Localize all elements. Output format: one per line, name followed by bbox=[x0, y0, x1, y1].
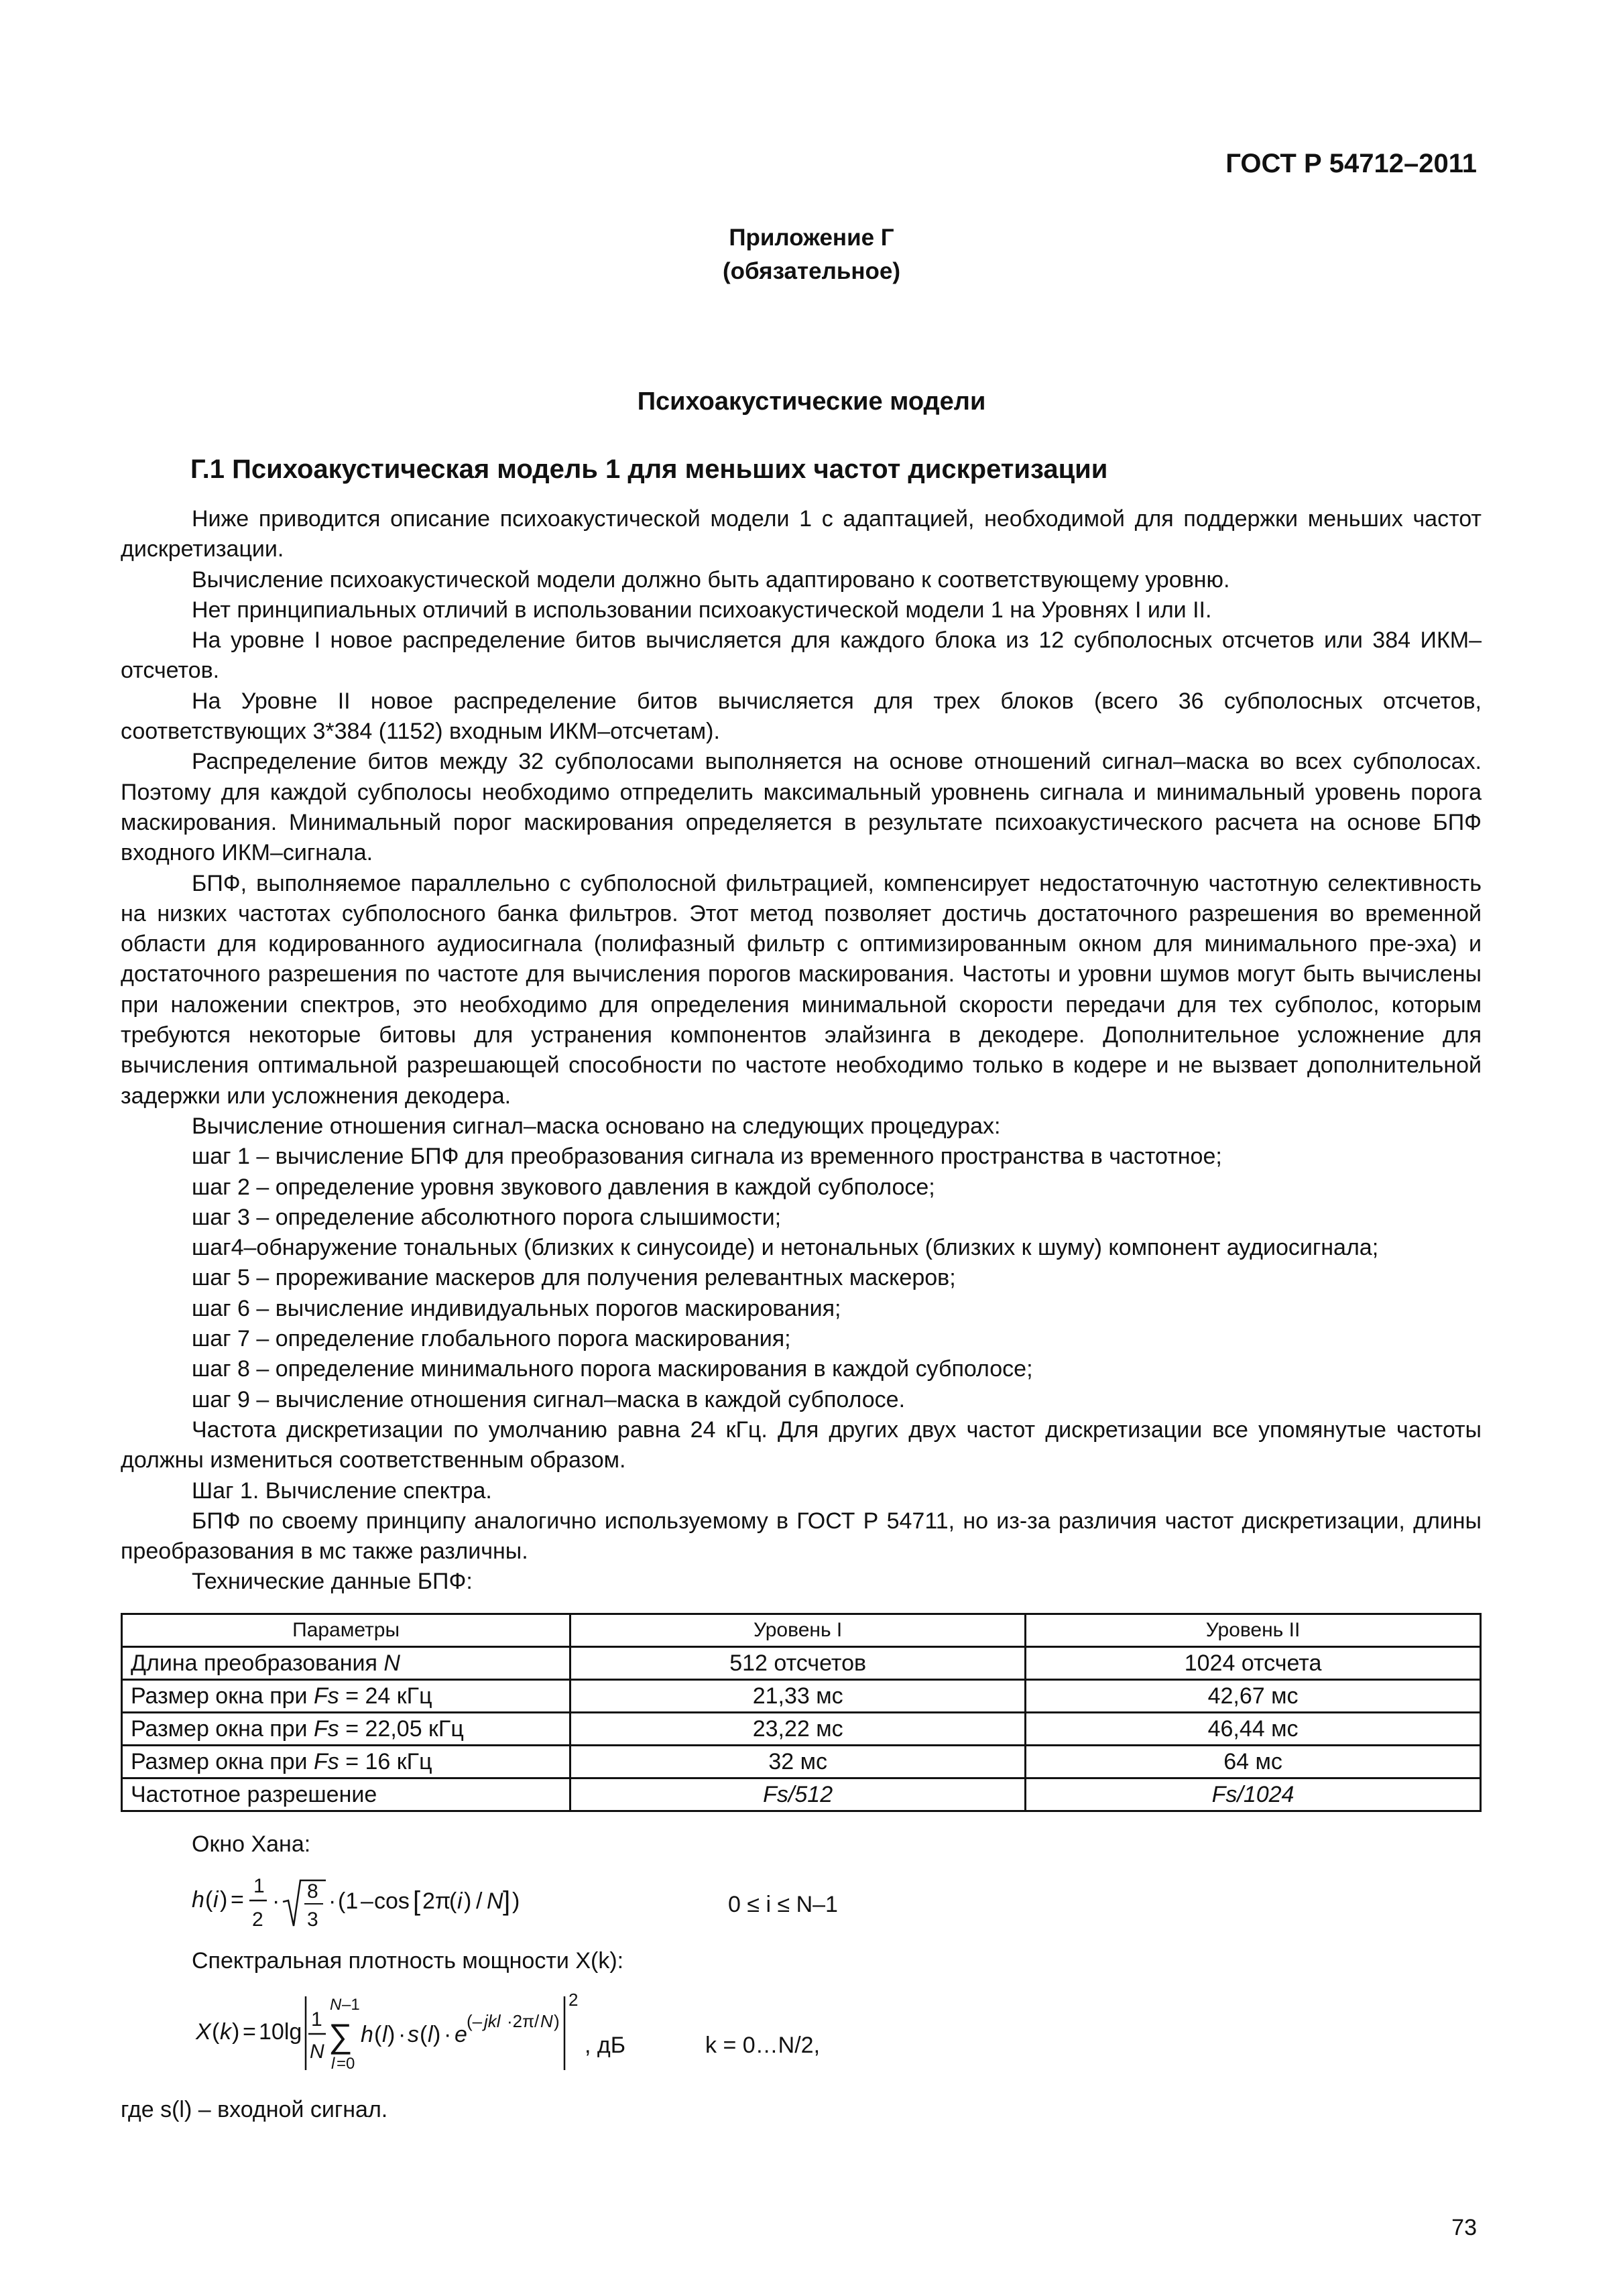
svg-text:·: · bbox=[444, 2022, 452, 2047]
level1-cell: 32 мс bbox=[570, 1746, 1026, 1778]
svg-text:(1: (1 bbox=[338, 1888, 359, 1914]
svg-text:l: l bbox=[428, 2022, 433, 2047]
svg-text:N: N bbox=[310, 2041, 324, 2063]
subsection-title: Г.1 Психоакустическая модель 1 для меньших частот дискретизации bbox=[190, 455, 1108, 484]
svg-text:): ) bbox=[433, 2022, 441, 2047]
svg-text:X: X bbox=[196, 2019, 211, 2045]
svg-text:(: ( bbox=[420, 2022, 428, 2047]
table-row bbox=[122, 1680, 1481, 1713]
svg-text:N: N bbox=[540, 2011, 553, 2031]
svg-text:): ) bbox=[220, 1887, 228, 1913]
step-item: шаг 7 – определение глобального порога маскирования; bbox=[192, 1326, 791, 1352]
svg-text:1: 1 bbox=[311, 2008, 322, 2031]
param-cell: Длина преобразования N bbox=[122, 1647, 570, 1680]
paragraph: На Уровне II новое распределение битов вычисляется для трех блоков (всего 36 субполосных отсчетов, соответствующих 3*384 (1152) входным ИКМ–отсчетам). bbox=[121, 688, 1482, 745]
psd-condition: k = 0…N/2, bbox=[705, 2033, 821, 2058]
svg-text:8: 8 bbox=[307, 1880, 318, 1902]
svg-text:i: i bbox=[457, 1888, 463, 1914]
level1-cell: 23,22 мс bbox=[570, 1713, 1026, 1746]
column-header: Параметры bbox=[122, 1614, 570, 1647]
svg-text:·2π/: ·2π/ bbox=[507, 2011, 540, 2031]
table-row bbox=[122, 1647, 1481, 1680]
paragraph: Распределение битов между 32 субполосами выполняется на основе отношений сигнал–маска во всех субполосах. Поэтому для каждой субполосы необходимо отпределить максимальный уровнень сигнала и минимальный уровень порога маскирования. Минимальный порог маскирования определяется в результате психоакустического расчета на основе БПФ входного ИКМ–сигнала. bbox=[121, 749, 1482, 866]
svg-text:i: i bbox=[213, 1887, 219, 1913]
svg-text:l: l bbox=[382, 2022, 387, 2047]
appendix-status: (обязательное) bbox=[722, 258, 900, 284]
paragraph: Вычисление психоакустической модели должно быть адаптировано к соответствующему уровню. bbox=[192, 566, 1230, 593]
svg-text:e: e bbox=[455, 2022, 467, 2047]
psd-unit: , дБ bbox=[585, 2033, 626, 2058]
param-cell: Размер окна при Fs = 24 кГц bbox=[122, 1680, 570, 1713]
svg-text:(: ( bbox=[212, 2019, 220, 2045]
param-cell: Частотное разрешение bbox=[122, 1778, 570, 1811]
svg-text:/: / bbox=[476, 1888, 483, 1914]
svg-text:–1: –1 bbox=[342, 1996, 360, 2014]
svg-text:): ) bbox=[554, 2011, 560, 2031]
step-item: шаг 5 – прореживание маскеров для получения релевантных маскеров; bbox=[192, 1265, 956, 1291]
column-header: Уровень II bbox=[1026, 1614, 1481, 1647]
paragraph: БПФ, выполняемое параллельно с субполосной фильтрацией, компенсирует недостаточную частотную селективность на низких частотах субполосного банка фильтров. Этот метод позволяет достичь достаточного разрешения во временной области для кодированного аудиосигнала (полифазный фильтр с оптимизированным окном для минимального пре-эха) и достаточного разрешения по частоте для вычисления порогов маскирования. Частоты и уровни шумов могут быть вычислены при наложении спектров, это необходимо для определения минимальной скорости передачи для тех субполос, которым требуются некоторые битовы для устранения компонентов элайзинга в декодере. Дополнительное усложнение для вычисления оптимальной разрешающей способности по частоте необходимо только в кодере и не вызвает дополнительной задержки или усложнения декодера. bbox=[121, 870, 1482, 1109]
paragraph: Нет принципиальных отличий в использовании психоакустической модели 1 на Уровнях I или II. bbox=[192, 597, 1212, 623]
column-header: Уровень I bbox=[570, 1614, 1026, 1647]
svg-text:–: – bbox=[361, 1888, 373, 1914]
level2-cell: 1024 отсчета bbox=[1026, 1647, 1481, 1680]
paragraph: Частота дискретизации по умолчанию равна 24 кГц. Для других двух частот дискретизации все упомянутые частоты должны измениться соответственным образом. bbox=[121, 1416, 1482, 1473]
step-item: шаг 1 – вычисление БПФ для преобразования сигнала из временного пространства в частотное; bbox=[192, 1144, 1222, 1170]
param-cell: Размер окна при Fs = 22,05 кГц bbox=[122, 1713, 570, 1746]
svg-text:[: [ bbox=[413, 1886, 421, 1916]
paragraph: Шаг 1. Вычисление спектра. bbox=[192, 1477, 492, 1504]
hann-window-formula bbox=[192, 1867, 594, 1941]
section-title: Психоакустические модели bbox=[637, 387, 986, 416]
svg-text:=: = bbox=[243, 2019, 256, 2045]
svg-text:∑: ∑ bbox=[328, 2017, 353, 2055]
paragraph: БПФ по своему принципу аналогично используемому в ГОСТ Р 54711, но из-за различия частот дискретизации, длины преобразования в мс также различны. bbox=[121, 1508, 1482, 1565]
svg-text:(: ( bbox=[374, 2022, 382, 2047]
svg-text:=0: =0 bbox=[337, 2055, 355, 2073]
svg-text:l: l bbox=[331, 2055, 335, 2073]
table-header-row bbox=[122, 1614, 1481, 1647]
svg-text:): ) bbox=[464, 1888, 472, 1914]
paragraph: На уровне I новое распределение битов вычисляется для каждого блока из 12 субполосных отсчетов или 384 ИКМ–отсчетов. bbox=[121, 627, 1482, 684]
page-number: 73 bbox=[1451, 2215, 1477, 2240]
step-item: шаг 8 – определение минимального порога маскирования в каждой субполосе; bbox=[192, 1356, 1033, 1382]
svg-text:s: s bbox=[408, 2022, 419, 2047]
level2-cell: 46,44 мс bbox=[1026, 1713, 1481, 1746]
svg-text:(–: (– bbox=[467, 2011, 483, 2031]
svg-text:): ) bbox=[387, 2022, 396, 2047]
svg-text:=: = bbox=[231, 1887, 244, 1913]
svg-text:N: N bbox=[487, 1888, 503, 1914]
svg-text:·: · bbox=[398, 2022, 406, 2047]
svg-text:·: · bbox=[272, 1888, 280, 1914]
svg-text:·: · bbox=[328, 1888, 337, 1914]
step-item: шаг 2 – определение уровня звукового давления в каждой субполосе; bbox=[192, 1174, 935, 1200]
step-item: шаг 9 – вычисление отношения сигнал–маска в каждой субполосе. bbox=[192, 1386, 906, 1412]
svg-text:]: ] bbox=[503, 1886, 511, 1916]
paragraph: Ниже приводится описание психоакустической модели 1 с адаптацией, необходимой для поддержки меньших частот дискретизации. bbox=[121, 506, 1482, 562]
level1-cell: 512 отсчетов bbox=[570, 1647, 1026, 1680]
svg-text:1: 1 bbox=[253, 1875, 265, 1897]
svg-text:jkl: jkl bbox=[484, 2011, 501, 2031]
table-row bbox=[122, 1713, 1481, 1746]
svg-text:): ) bbox=[232, 2019, 240, 2045]
svg-text:N: N bbox=[330, 1996, 342, 2014]
psd-label: Спектральная плотность мощности X(k): bbox=[192, 1948, 624, 1974]
svg-text:3: 3 bbox=[307, 1909, 318, 1931]
svg-text:10lg: 10lg bbox=[259, 2019, 302, 2045]
svg-text:2: 2 bbox=[252, 1909, 263, 1931]
svg-text:(: ( bbox=[205, 1887, 213, 1913]
document-code: ГОСТ Р 54712–2011 bbox=[1225, 149, 1477, 178]
level2-cell: 42,67 мс bbox=[1026, 1680, 1481, 1713]
svg-text:h: h bbox=[192, 1887, 204, 1913]
svg-text:(: ( bbox=[449, 1888, 457, 1914]
level1-cell: 21,33 мс bbox=[570, 1680, 1026, 1713]
step-item: шаг 3 – определение абсолютного порога слышимости; bbox=[192, 1204, 782, 1230]
svg-text:2π: 2π bbox=[422, 1888, 451, 1914]
table-row bbox=[122, 1778, 1481, 1811]
fft-parameters-table bbox=[121, 1613, 1482, 1812]
paragraph: Вычисление отношения сигнал–маска основано на следующих процедурах: bbox=[192, 1113, 1001, 1139]
step-item: шаг4–обнаружение тональных (близких к синусоиде) и нетональных (близких к шуму) компонент аудиосигнала; bbox=[192, 1235, 1379, 1261]
level2-cell: 64 мс bbox=[1026, 1746, 1481, 1778]
svg-text:): ) bbox=[512, 1888, 520, 1914]
table-row bbox=[122, 1746, 1481, 1778]
svg-text:2: 2 bbox=[568, 1990, 579, 2010]
param-cell: Размер окна при Fs = 16 кГц bbox=[122, 1746, 570, 1778]
level2-cell: Fs/1024 bbox=[1026, 1778, 1481, 1811]
svg-text:cos: cos bbox=[374, 1888, 410, 1914]
step-item: шаг 6 – вычисление индивидуальных порогов маскирования; bbox=[192, 1295, 841, 1321]
level1-cell: Fs/512 bbox=[570, 1778, 1026, 1811]
svg-text:k: k bbox=[220, 2019, 231, 2045]
body-text bbox=[121, 504, 1482, 1597]
footnote: где s(l) – входной сигнал. bbox=[121, 2097, 388, 2122]
hann-condition: 0 ≤ i ≤ N–1 bbox=[728, 1892, 838, 1917]
hann-window-label: Окно Хана: bbox=[192, 1831, 311, 1857]
appendix-title: Приложение Г bbox=[729, 225, 894, 251]
svg-text:h: h bbox=[361, 2022, 373, 2047]
paragraph: Технические данные БПФ: bbox=[192, 1569, 473, 1595]
